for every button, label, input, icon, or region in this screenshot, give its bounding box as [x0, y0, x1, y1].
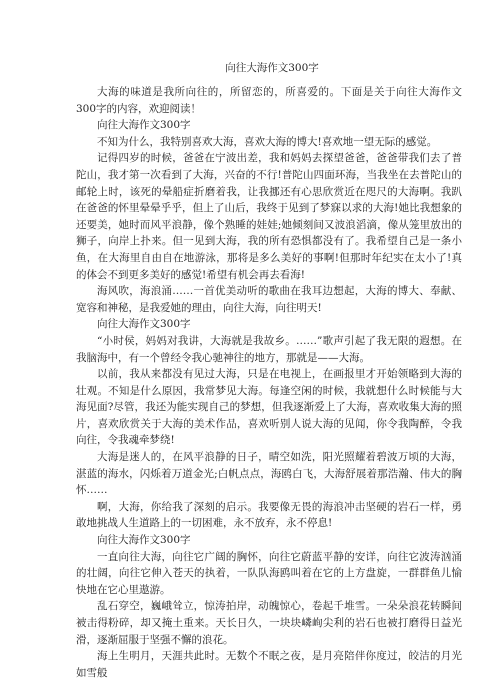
section-heading: 向往大海作文300字	[97, 534, 191, 547]
section-heading: 向往大海作文300字	[97, 318, 191, 331]
paragraph: 不知为什么，我特别喜欢大海，喜欢大海的博大!喜欢地一望无际的感觉。	[97, 135, 438, 148]
paragraph: 一直向往大海，向往它广阔的胸怀，向往它蔚蓝平静的安详，向往它波涛汹涌的壮阔，向往它伸入苍天的执着，一队队海鸥叫着在它的上方盘旋，一群群鱼儿愉快地在它心里遨游。	[76, 550, 462, 596]
paragraph: 海风吹，海浪涌……一首优美动听的歌曲在我耳边想起，大海的博大、奉献、宽容和神秘，是我爱她的理由，向往大海，向往明天!	[76, 285, 462, 314]
intro-paragraph: 大海的味道是我所向往的，所留恋的，所喜爱的。下面是关于向往大海作文300字的内容，欢迎阅读！	[76, 86, 462, 115]
paragraph: 记得四岁的时候，爸爸在宁波出差，我和妈妈去探望爸爸，爸爸带我们去了普陀山，我才第一次看到了大海，兴奋的不行!普陀山四面环海，当我坐在去普陀山的邮轮上时，该死的晕船症折磨着我，让我挪还有心思欣赏近在咫尺的大海啊。我趴在爸爸的怀里晕晕乎乎，但上了山后，我终于见到了梦寐以求的大海!她比我想象的还要美，她时而风平浪静，像个熟睡的娃娃;她倾刻间又波浪滔滴，像从笼里放出的狮子，向岸上扑来。但一见到大海，我的所有恐惧都没有了。我希望自己是一条小鱼，在大海里自由自在地游泳，那将是多么美好的事啊!但那时年纪实在太小了!真的体会不到更多美好的感觉!希望有机会再去看海!	[76, 152, 462, 281]
section-heading: 向往大海作文300字	[97, 119, 191, 132]
paragraph: 啊，大海，你给我了深刻的启示。我要像无畏的海浪冲击坚硬的岩石一样，勇敢地挑战人生道路上的一切困难，永不放弃，永不停息!	[76, 500, 462, 530]
paragraph: 海上生明月，天涯共此时。无数个不眠之夜，是月亮陪伴你度过，皎洁的月光如雪般	[76, 650, 462, 679]
paragraph: 乱石穿空，巍峨耸立，惊涛拍岸，动魄惊心，卷起千堆雪。一朵朵浪花转瞬间被击得粉碎，却又掩土重来。天长日久，一块块嶙峋尖利的岩石也被打磨得日益光滑，逐渐屈服于坚强不懈的浪花。	[76, 600, 462, 646]
document-title: 向往大海作文300字	[225, 62, 319, 74]
paragraph: 以前，我从来都没有见过大海，只是在电视上，在画报里才开始领略到大海的壮观。不知是什么原因，我常梦见大海。每逢空闲的时候，我就想什么时候能与大海见面?尽管，我还为能实现自己的梦想，但我逐渐爱上了大海，喜欢收集大海的照片，喜欢欣赏关于大海的美术作品，喜欢听别人说大海的见闻，你令我陶醉，令我向往，令我魂牵梦绕!	[76, 368, 462, 447]
paragraph: “小时侯，妈妈对我讲，大海就是我故乡。……”歌声引起了我无限的遐想。在我脑海中，有一个曾经令我心驰神往的地方，那就是——大海。	[76, 334, 462, 364]
paragraph: 大海是迷人的，在风平浪静的日子，晴空如洗，阳光照耀着碧波万顷的大海，湛蓝的海水，闪烁着万道金光;白帆点点，海鸥白飞，大海舒展着那浩瀚、伟大的胸怀……	[76, 451, 462, 497]
